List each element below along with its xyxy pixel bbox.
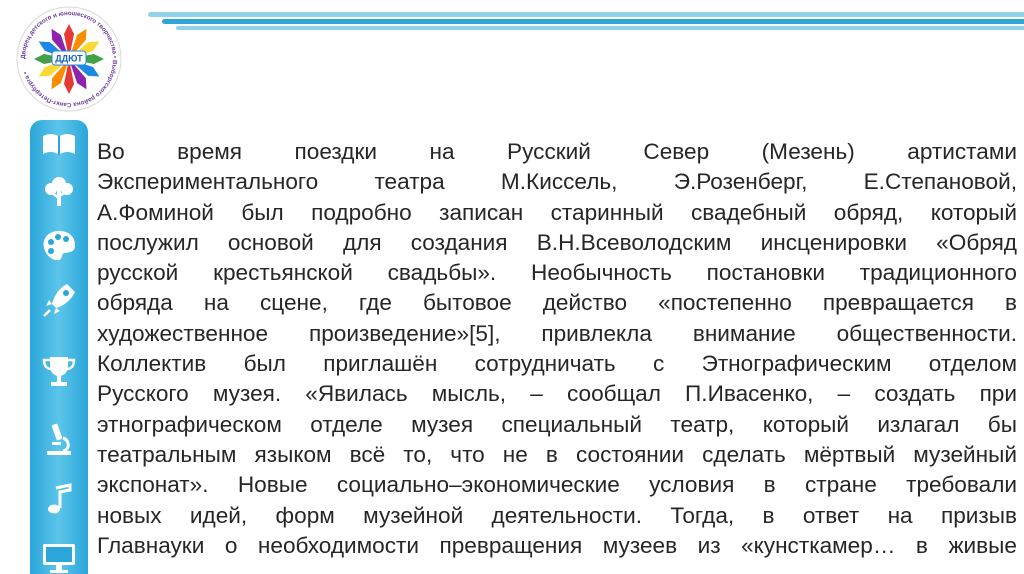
tree-icon [39,172,79,212]
paragraph-line: послужил основой для создания В.Н.Всеволодским инсценировки «Обряд [97,229,1017,255]
paragraph-line: этнографическом отделе музея специальный театр, который излагал бы [97,411,1017,437]
paragraph-line: Во время поездки на Русский Север (Мезень) артистами [97,139,1017,164]
paragraph-line: Русского музея. «Явилась мысль, – сообщал П.Ивасенко, – создать при [97,381,1017,407]
logo-emblem [14,4,124,114]
paragraph-line: русской крестьянской свадьбы». Необычность постановки традиционного [97,260,1017,286]
music-note-icon [39,480,79,520]
paragraph-line: Экспериментального театра М.Киссель, Э.Розенберг, Е.Степановой, [97,169,1017,195]
icon-sidebar [30,120,88,574]
main-paragraph [97,137,1017,561]
computer-icon [39,538,79,574]
ddyut-logo [14,4,124,114]
header-stripe [148,12,1024,17]
paragraph-line: новых идей, форм музейной деятельности. Тогда, в ответ на призыв [97,502,1017,528]
palette-icon [39,226,79,266]
microscope-icon [39,420,79,460]
paragraph-line: театральным языком всё то, что не в состоянии сделать мёртвый музейный [97,441,1017,467]
trophy-icon [39,352,79,392]
rocket-icon [39,280,79,320]
paragraph-line: А.Фоминой был подробно записан старинный свадебный обряд, который [97,199,1017,225]
paragraph-line: экспонат». Новые социально–экономические условия в стране требовали [97,472,1017,498]
paragraph-line: художественное произведение»[5], привлекла внимание общественности. [97,320,1017,346]
header-stripe [176,26,1024,30]
paragraph-line: обряда на сцене, где бытовое действо «постепенно превращается в [97,290,1017,316]
paragraph-line: Коллектив был приглашён сотрудничать с Этнографическим отделом [97,351,1017,377]
book-icon [39,124,79,164]
header-stripe [162,19,1024,24]
logo-center-text: ДДЮТ [55,53,83,64]
logo-ring-text: Дворец детского и юношеского творчества • Выборгского района Санкт-Петербурга • [19,9,119,109]
paragraph-line: Главнауки о необходимости превращения музеев из «кунсткамер… в живые [97,532,1017,558]
